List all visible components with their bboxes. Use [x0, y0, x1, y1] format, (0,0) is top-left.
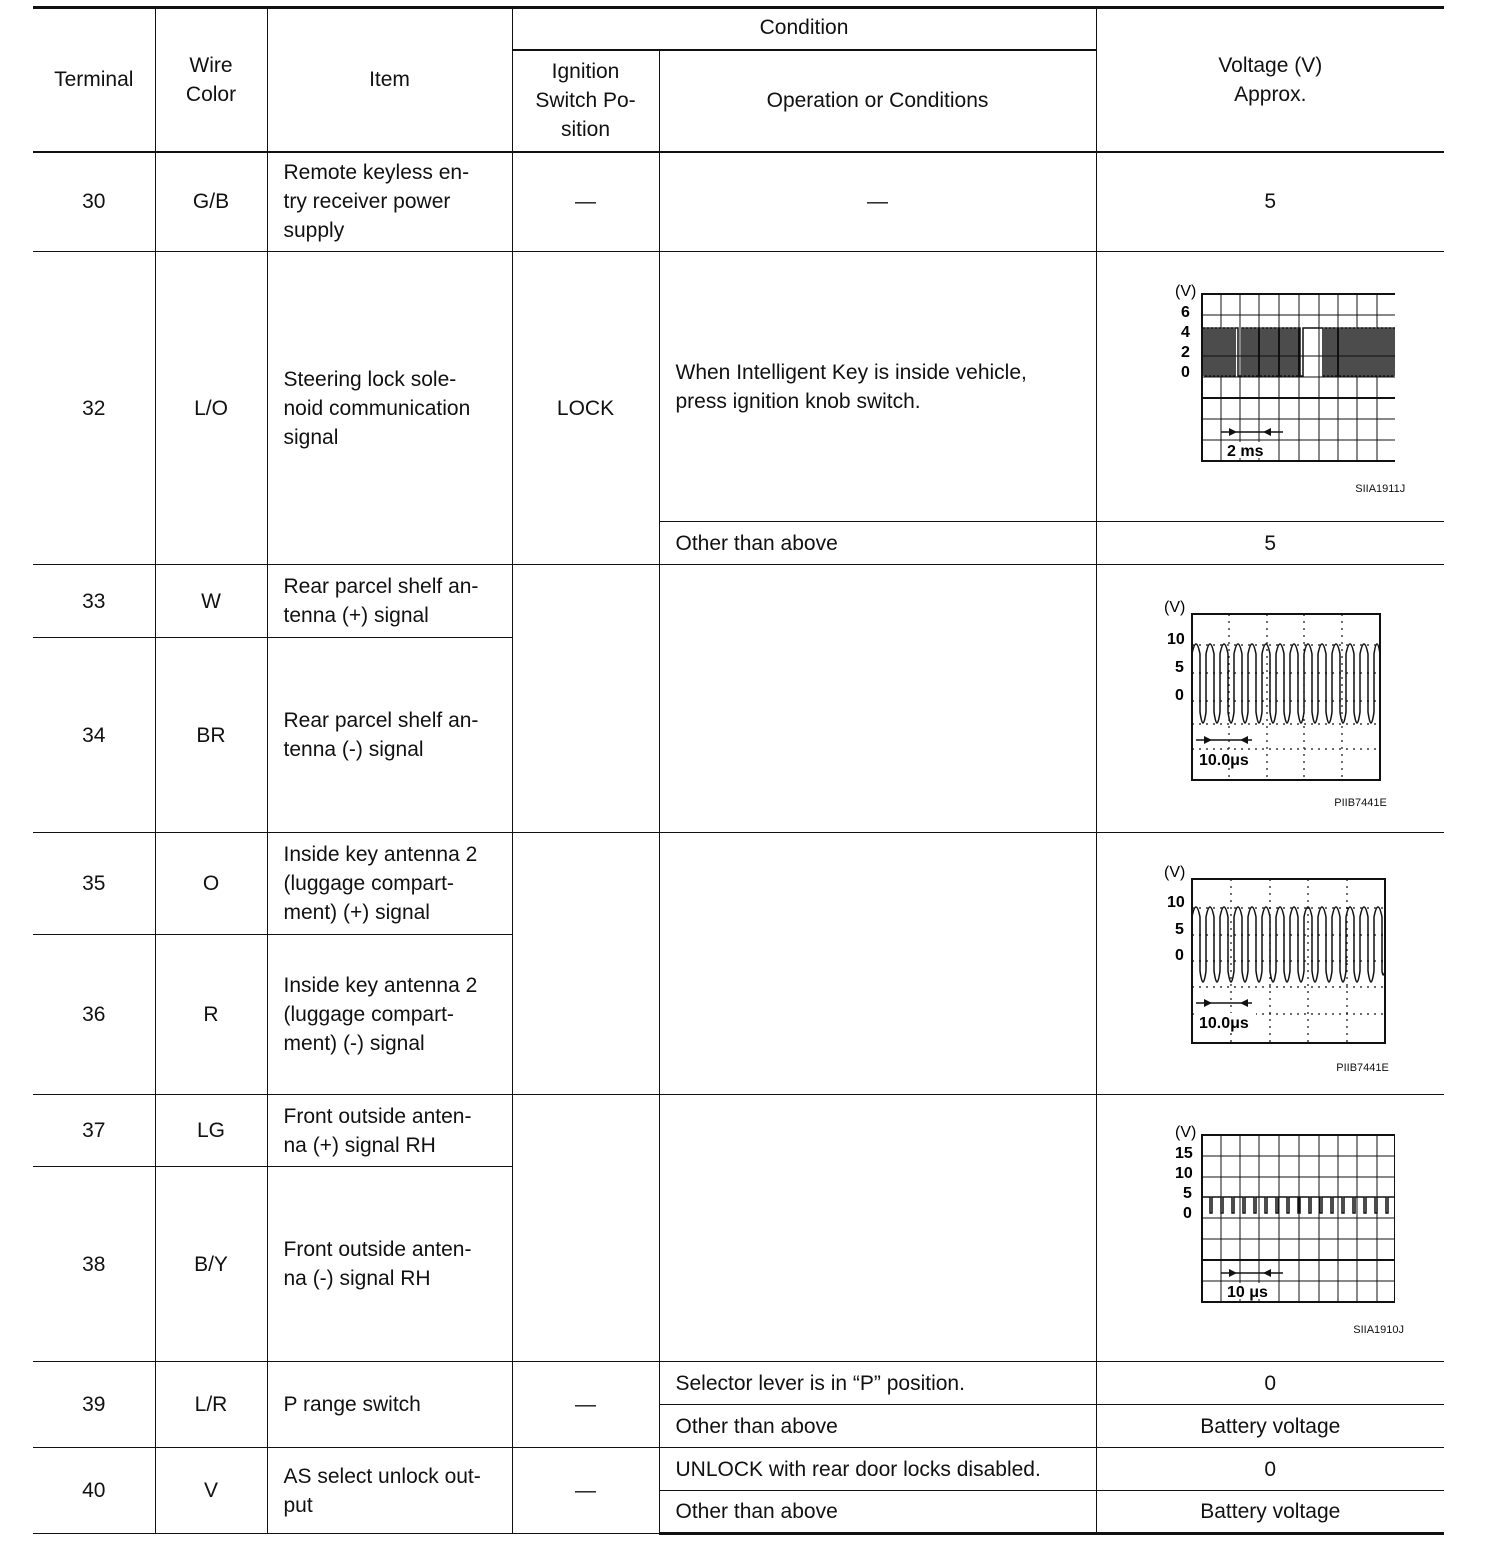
terminal-cell: 33 [33, 565, 155, 638]
wire-color-cell: BR [155, 638, 267, 833]
waveform-figure-2 [1142, 594, 1398, 809]
waveform-cell [1096, 565, 1444, 833]
operation-cell: When Intelligent Key is inside vehicle, press ignition knob switch. [659, 252, 1096, 522]
operation-cell: Other than above [659, 522, 1096, 565]
wave2-trace [1192, 644, 1380, 723]
wave1-arrow-icon [1229, 428, 1237, 436]
terminal-cell: 38 [33, 1167, 155, 1362]
header-ignition: Ignition Switch Po- sition [512, 50, 659, 152]
waveform-chart-2 [1142, 594, 1398, 804]
operation-cell: — [659, 152, 1096, 252]
wave4-unit: (V) [1175, 1124, 1197, 1141]
voltage-cell: 5 [1096, 152, 1444, 252]
wire-color-cell: L/R [155, 1362, 267, 1448]
wave4-tick: 15 [1175, 1145, 1194, 1162]
wave3-trace [1192, 907, 1385, 982]
ignition-cell: — [512, 1362, 659, 1448]
wave4-arrow-icon [1229, 1269, 1237, 1277]
header-terminal: Terminal [33, 8, 155, 152]
wave1-tick: 2 [1181, 343, 1191, 361]
waveform-figure-4 [1145, 1123, 1405, 1336]
item-cell: Inside key antenna 2 (luggage compart- ment) (+) signal [267, 833, 512, 935]
waveform-chart-3 [1142, 859, 1398, 1069]
item-cell: Steering lock sole- noid communication signal [267, 252, 512, 565]
wave3-figure-id: PIIB7441E [1336, 1061, 1389, 1074]
item-cell: Inside key antenna 2 (luggage compart- ment) (-) signal [267, 935, 512, 1095]
wave2-tick: 5 [1175, 658, 1185, 676]
ignition-cell [512, 565, 659, 833]
waveform-chart-1 [1145, 282, 1395, 492]
waveform-chart-4 [1145, 1123, 1395, 1333]
header-wire-color: Wire Color [155, 8, 267, 152]
wave1-figure-id: SIIA1911J [1355, 482, 1406, 495]
wave3-arrow-icon [1240, 999, 1248, 1007]
header-voltage: Voltage (V) Approx. [1096, 8, 1444, 152]
wire-color-cell: L/O [155, 252, 267, 565]
item-cell: Remote keyless en- try receiver power supply [267, 152, 512, 252]
terminal-cell: 39 [33, 1362, 155, 1448]
wave4-scale-label: 10 μs [1227, 1284, 1269, 1301]
wave2-arrow-icon [1204, 736, 1212, 744]
wave4-figure-id: SIIA1910J [1353, 1324, 1405, 1336]
waveform-cell [1096, 252, 1444, 522]
terminal-cell: 32 [33, 252, 155, 565]
voltage-cell: Battery voltage [1096, 1405, 1444, 1448]
ignition-cell: — [512, 152, 659, 252]
terminal-cell: 40 [33, 1448, 155, 1534]
wave1-tick: 0 [1181, 363, 1191, 381]
wire-color-cell: O [155, 833, 267, 935]
ignition-cell [512, 833, 659, 1095]
wave4-tick: 5 [1183, 1185, 1193, 1202]
header-operation: Operation or Conditions [659, 50, 1096, 152]
wave3-tick: 5 [1175, 920, 1185, 938]
wire-color-cell: R [155, 935, 267, 1095]
operation-cell [659, 1095, 1096, 1362]
operation-cell: Other than above [659, 1405, 1096, 1448]
item-cell: Rear parcel shelf an- tenna (+) signal [267, 565, 512, 638]
item-cell: Front outside anten- na (+) signal RH [267, 1095, 512, 1167]
operation-cell [659, 565, 1096, 833]
wave2-tick: 0 [1175, 686, 1185, 704]
operation-cell [659, 833, 1096, 1095]
waveform-figure-3 [1142, 859, 1398, 1074]
wire-color-cell: W [155, 565, 267, 638]
wave4-grid [1202, 1135, 1395, 1302]
voltage-cell: Battery voltage [1096, 1491, 1444, 1534]
ignition-cell: LOCK [512, 252, 659, 565]
wave2-scale-label: 10.0μs [1199, 751, 1250, 769]
operation-cell: Selector lever is in “P” position. [659, 1362, 1096, 1405]
wire-color-cell: G/B [155, 152, 267, 252]
voltage-cell: 0 [1096, 1448, 1444, 1491]
wave3-scale-label: 10.0μs [1199, 1014, 1250, 1032]
ignition-cell: — [512, 1448, 659, 1534]
terminal-table [33, 6, 1444, 1535]
voltage-cell: 5 [1096, 522, 1444, 565]
header-condition: Condition [512, 8, 1096, 50]
wave2-arrow-icon [1240, 736, 1248, 744]
wave3-tick: 10 [1167, 893, 1186, 911]
item-cell: Front outside anten- na (-) signal RH [267, 1167, 512, 1362]
wave2-figure-id: PIIB7441E [1334, 796, 1387, 809]
wave1-unit: (V) [1175, 282, 1197, 300]
terminal-cell: 35 [33, 833, 155, 935]
terminal-cell: 34 [33, 638, 155, 833]
wire-color-cell: LG [155, 1095, 267, 1167]
waveform-cell [1096, 833, 1444, 1095]
wave2-unit: (V) [1164, 598, 1186, 616]
item-cell: Rear parcel shelf an- tenna (-) signal [267, 638, 512, 833]
operation-cell: Other than above [659, 1491, 1096, 1534]
item-cell: AS select unlock out- put [267, 1448, 512, 1534]
wave4-tick: 10 [1175, 1165, 1194, 1182]
operation-cell: UNLOCK with rear door locks disabled. [659, 1448, 1096, 1491]
wave4-tick: 0 [1183, 1205, 1193, 1222]
wire-color-cell: B/Y [155, 1167, 267, 1362]
wave1-tick: 4 [1181, 323, 1191, 341]
wave3-arrow-icon [1204, 999, 1212, 1007]
waveform-cell [1096, 1095, 1444, 1362]
header-item: Item [267, 8, 512, 152]
wave1-grid [1202, 294, 1395, 461]
wave3-unit: (V) [1164, 863, 1186, 881]
wire-color-cell: V [155, 1448, 267, 1534]
terminal-cell: 30 [33, 152, 155, 252]
terminal-cell: 37 [33, 1095, 155, 1167]
wave3-tick: 0 [1175, 946, 1185, 964]
wave1-scale-label: 2 ms [1227, 442, 1264, 460]
voltage-cell: 0 [1096, 1362, 1444, 1405]
waveform-figure-1 [1145, 282, 1406, 495]
wave4-arrow-icon [1263, 1269, 1271, 1277]
terminal-cell: 36 [33, 935, 155, 1095]
wave1-tick: 6 [1181, 303, 1191, 321]
wave2-tick: 10 [1167, 630, 1186, 648]
item-cell: P range switch [267, 1362, 512, 1448]
ignition-cell [512, 1095, 659, 1362]
wave1-arrow-icon [1263, 428, 1271, 436]
